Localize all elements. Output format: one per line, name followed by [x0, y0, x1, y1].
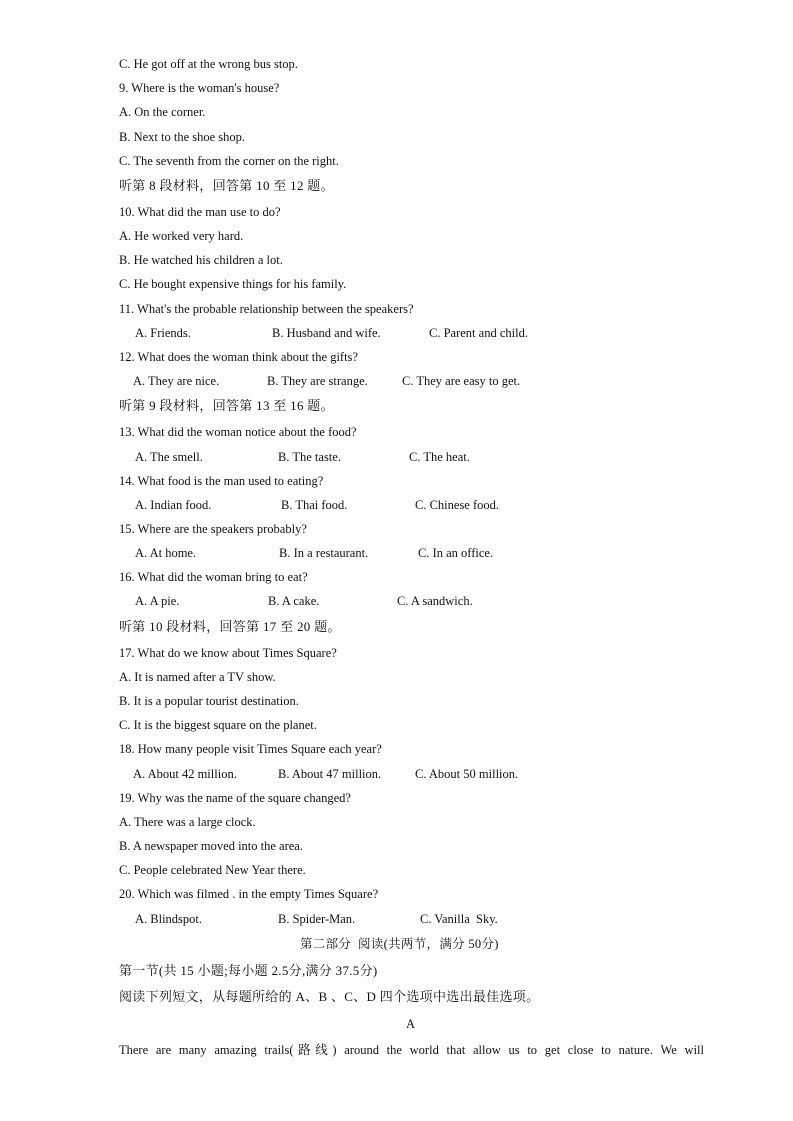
- q13-option-b: B. The taste.: [278, 450, 341, 464]
- passage-paragraph: There are many amazing trails(路线) around the world that allow us to get close to nature. We will: [119, 1043, 704, 1057]
- q19-option-b: B. A newspaper moved into the area.: [119, 839, 303, 853]
- q8-option-c: C. He got off at the wrong bus stop.: [119, 57, 298, 71]
- q9-option-a: A. On the corner.: [119, 105, 206, 119]
- q16-option-c: C. A sandwich.: [397, 594, 473, 608]
- q15-option-a: A. At home.: [135, 546, 197, 560]
- q11-option-b: B. Husband and wife.: [272, 326, 381, 340]
- q11-option-c: C. Parent and child.: [429, 326, 528, 340]
- q18-option-a: A. About 42 million.: [133, 767, 237, 781]
- q20-option-a: A. Blindspot.: [135, 912, 203, 926]
- q14-option-c: C. Chinese food.: [415, 498, 500, 512]
- q12-option-c: C. They are easy to get.: [402, 374, 521, 388]
- part-2-heading: 第二部分 阅读(共两节，满分 50分): [300, 937, 499, 951]
- passage-label: A: [406, 1017, 416, 1031]
- q15-option-c: C. In an office.: [418, 546, 494, 560]
- question-18: 18. How many people visit Times Square each year?: [119, 742, 382, 756]
- question-13: 13. What did the woman notice about the food?: [119, 425, 357, 439]
- q9-option-c: C. The seventh from the corner on the right.: [119, 154, 339, 168]
- question-16: 16. What did the woman bring to eat?: [119, 570, 308, 584]
- section-9-instruction: 听第 9 段材料，回答第 13 至 16 题。: [119, 398, 334, 413]
- question-19: 19. Why was the name of the square changed?: [119, 791, 351, 805]
- q12-option-a: A. They are nice.: [133, 374, 220, 388]
- q10-option-c: C. He bought expensive things for his family.: [119, 277, 347, 291]
- q14-option-a: A. Indian food.: [135, 498, 212, 512]
- section-1-heading: 第一节(共 15 小题;每小题 2.5分,满分 37.5分): [119, 963, 378, 978]
- question-14: 14. What food is the man used to eating?: [119, 474, 324, 488]
- q18-option-b: B. About 47 million.: [278, 767, 382, 781]
- question-11: 11. What's the probable relationship between the speakers?: [119, 302, 414, 316]
- q13-option-a: A. The smell.: [135, 450, 203, 464]
- section-10-instruction: 听第 10 段材料，回答第 17 至 20 题。: [119, 619, 341, 634]
- question-9: 9. Where is the woman's house?: [119, 81, 280, 95]
- q20-option-b: B. Spider-Man.: [278, 912, 356, 926]
- reading-instruction: 阅读下列短文，从每题所给的 A、B 、C、D 四个选项中选出最佳选项。: [119, 989, 540, 1004]
- q15-option-b: B. In a restaurant.: [279, 546, 369, 560]
- q18-option-c: C. About 50 million.: [415, 767, 519, 781]
- q12-option-b: B. They are strange.: [267, 374, 368, 388]
- q10-option-b: B. He watched his children a lot.: [119, 253, 283, 267]
- q11-option-a: A. Friends.: [135, 326, 191, 340]
- q16-option-b: B. A cake.: [268, 594, 320, 608]
- question-20: 20. Which was filmed . in the empty Times Square?: [119, 887, 379, 901]
- question-17: 17. What do we know about Times Square?: [119, 646, 337, 660]
- section-8-instruction: 听第 8 段材料，回答第 10 至 12 题。: [119, 178, 334, 193]
- q14-option-b: B. Thai food.: [281, 498, 348, 512]
- q19-option-c: C. People celebrated New Year there.: [119, 863, 306, 877]
- q20-option-c: C. Vanilla Sky.: [420, 912, 498, 926]
- question-15: 15. Where are the speakers probably?: [119, 522, 307, 536]
- q10-option-a: A. He worked very hard.: [119, 229, 244, 243]
- q19-option-a: A. There was a large clock.: [119, 815, 256, 829]
- q13-option-c: C. The heat.: [409, 450, 470, 464]
- q17-option-c: C. It is the biggest square on the planet.: [119, 718, 317, 732]
- q17-option-b: B. It is a popular tourist destination.: [119, 694, 299, 708]
- q16-option-a: A. A pie.: [135, 594, 180, 608]
- q9-option-b: B. Next to the shoe shop.: [119, 130, 246, 144]
- q17-option-a: A. It is named after a TV show.: [119, 670, 276, 684]
- question-12: 12. What does the woman think about the gifts?: [119, 350, 358, 364]
- question-10: 10. What did the man use to do?: [119, 205, 281, 219]
